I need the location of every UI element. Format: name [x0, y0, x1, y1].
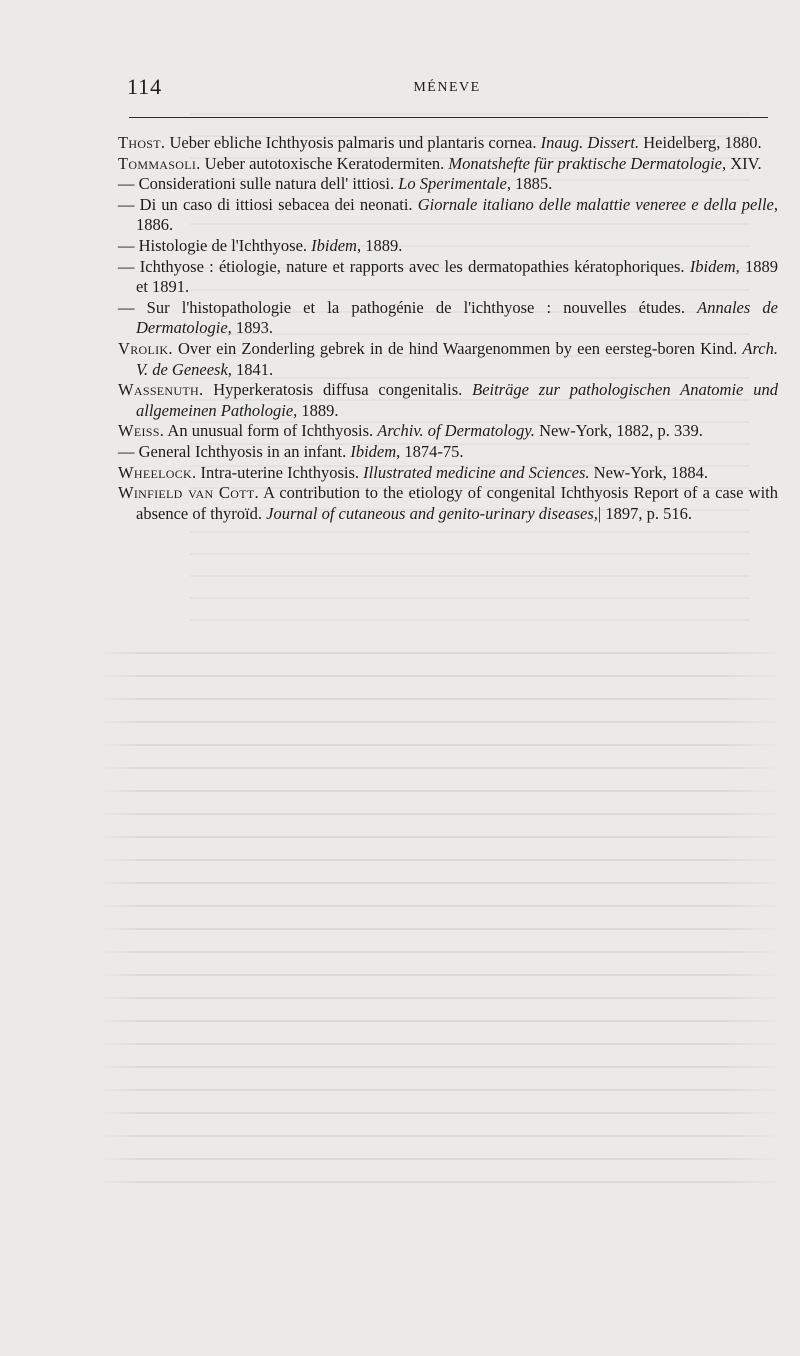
entry-text: Intra-uterine Ichthyosis. [196, 462, 364, 482]
entry-source-title: Beiträge zur pathologischen Anatomie und allgemeinen Pathologie [136, 380, 778, 420]
entry-text: , XIV. [722, 153, 762, 173]
entry-text: — Ichthyose : étiologie, nature et rapports avec les dermatopathies kératophoriques. [118, 256, 690, 276]
entry-text: Over ein Zonderling gebrek in de hind Waargenommen by een eersteg-boren Kind. [172, 338, 743, 358]
entry-text: — Considerationi sulle natura dell' ittiosi. [118, 174, 399, 194]
bibliography-entry [118, 339, 778, 380]
bibliography-list [118, 133, 778, 524]
entry-author: Thost. [118, 133, 166, 152]
entry-source-title: Archiv. of Dermatology. [377, 421, 535, 441]
entry-source-title: Giornale italiano delle malattie veneree e della pelle [417, 194, 774, 214]
entry-text: Ueber ebliche Ichthyosis palmaris und plantaris cornea. [165, 133, 541, 152]
entry-source-title: Illustrated medicine and Sciences. [363, 462, 590, 482]
bibliography-entry [118, 463, 778, 484]
entry-author: Weiss. [118, 421, 165, 441]
entry-author: Wheelock. [118, 462, 197, 482]
entry-text: , 1893. [227, 318, 274, 338]
running-head: MÉNEVE [413, 80, 481, 95]
entry-author: Winfield van Cott. [118, 483, 259, 503]
entry-source-title: Arch. V. de Geneesk [136, 338, 778, 379]
entry-text: New-York, 1884. [589, 462, 708, 482]
entry-source-title: Ibidem [689, 256, 736, 276]
entry-source-title: Annales de Dermatologie [136, 297, 778, 338]
entry-text: Hyperkeratosis diffusa congenitalis. [203, 380, 473, 400]
bibliography-entry [118, 236, 778, 257]
entry-source-title: Journal of cutaneous and genito-urinary diseases [266, 503, 594, 523]
entry-author: Wassenuth. [118, 380, 204, 400]
bibliography-entry [118, 421, 778, 442]
bibliography-entry [118, 195, 778, 236]
entry-text: — Histologie de l'Ichthyose. [118, 235, 312, 255]
entry-author: Vrolik. [118, 338, 173, 358]
header-rule [129, 117, 768, 118]
entry-text: — General Ichthyosis in an infant. [118, 441, 351, 461]
page-number: 114 [127, 74, 163, 99]
entry-text: Heidelberg, 1880. [639, 133, 762, 152]
entry-source-title: Lo Sperimentale [398, 174, 507, 194]
entry-text: New-York, 1882, p. 339. [534, 421, 703, 441]
page-header [127, 74, 767, 104]
entry-text: , 1889 et 1891. [136, 256, 779, 297]
entry-source-title: Monatshefte für praktische Dermatologie [448, 153, 723, 173]
bibliography-entry [118, 257, 778, 298]
bibliography-entry [118, 483, 778, 524]
bibliography-entry [118, 174, 778, 195]
entry-author: Tommasoli. [118, 153, 201, 173]
entry-text: — Sur l'histopathologie et la pathogénie de l'ichthyose : nouvelles études. [118, 297, 698, 317]
entry-text: , 1889. [356, 235, 403, 255]
bleed-through-text-lower [100, 640, 780, 1200]
entry-text: , 1886. [136, 194, 778, 235]
entry-text: A contribution to the etiology of congenital Ichthyosis Report of a case with absence of thyroïd. [136, 483, 778, 523]
entry-text: , 1841. [227, 359, 274, 379]
bibliography-entry [118, 154, 778, 175]
entry-text: ,| 1897, p. 516. [593, 503, 692, 523]
entry-text: Ueber autotoxische Keratodermiten. [200, 153, 449, 173]
bibliography-entry [118, 442, 778, 463]
entry-source-title: Inaug. Dissert. [540, 133, 640, 152]
entry-text: An unusual form of Ichthyosis. [164, 421, 378, 441]
entry-source-title: Ibidem [311, 235, 357, 255]
bibliography-entry [118, 380, 778, 421]
entry-text: — Di un caso di ittiosi sebacea dei neonati. [118, 194, 418, 214]
bibliography-entry [118, 133, 778, 154]
entry-source-title: Ibidem [350, 441, 397, 461]
entry-text: , 1889. [293, 400, 339, 420]
entry-text: , 1885. [506, 174, 553, 194]
bibliography-entry [118, 298, 778, 339]
entry-text: , 1874-75. [396, 441, 464, 461]
